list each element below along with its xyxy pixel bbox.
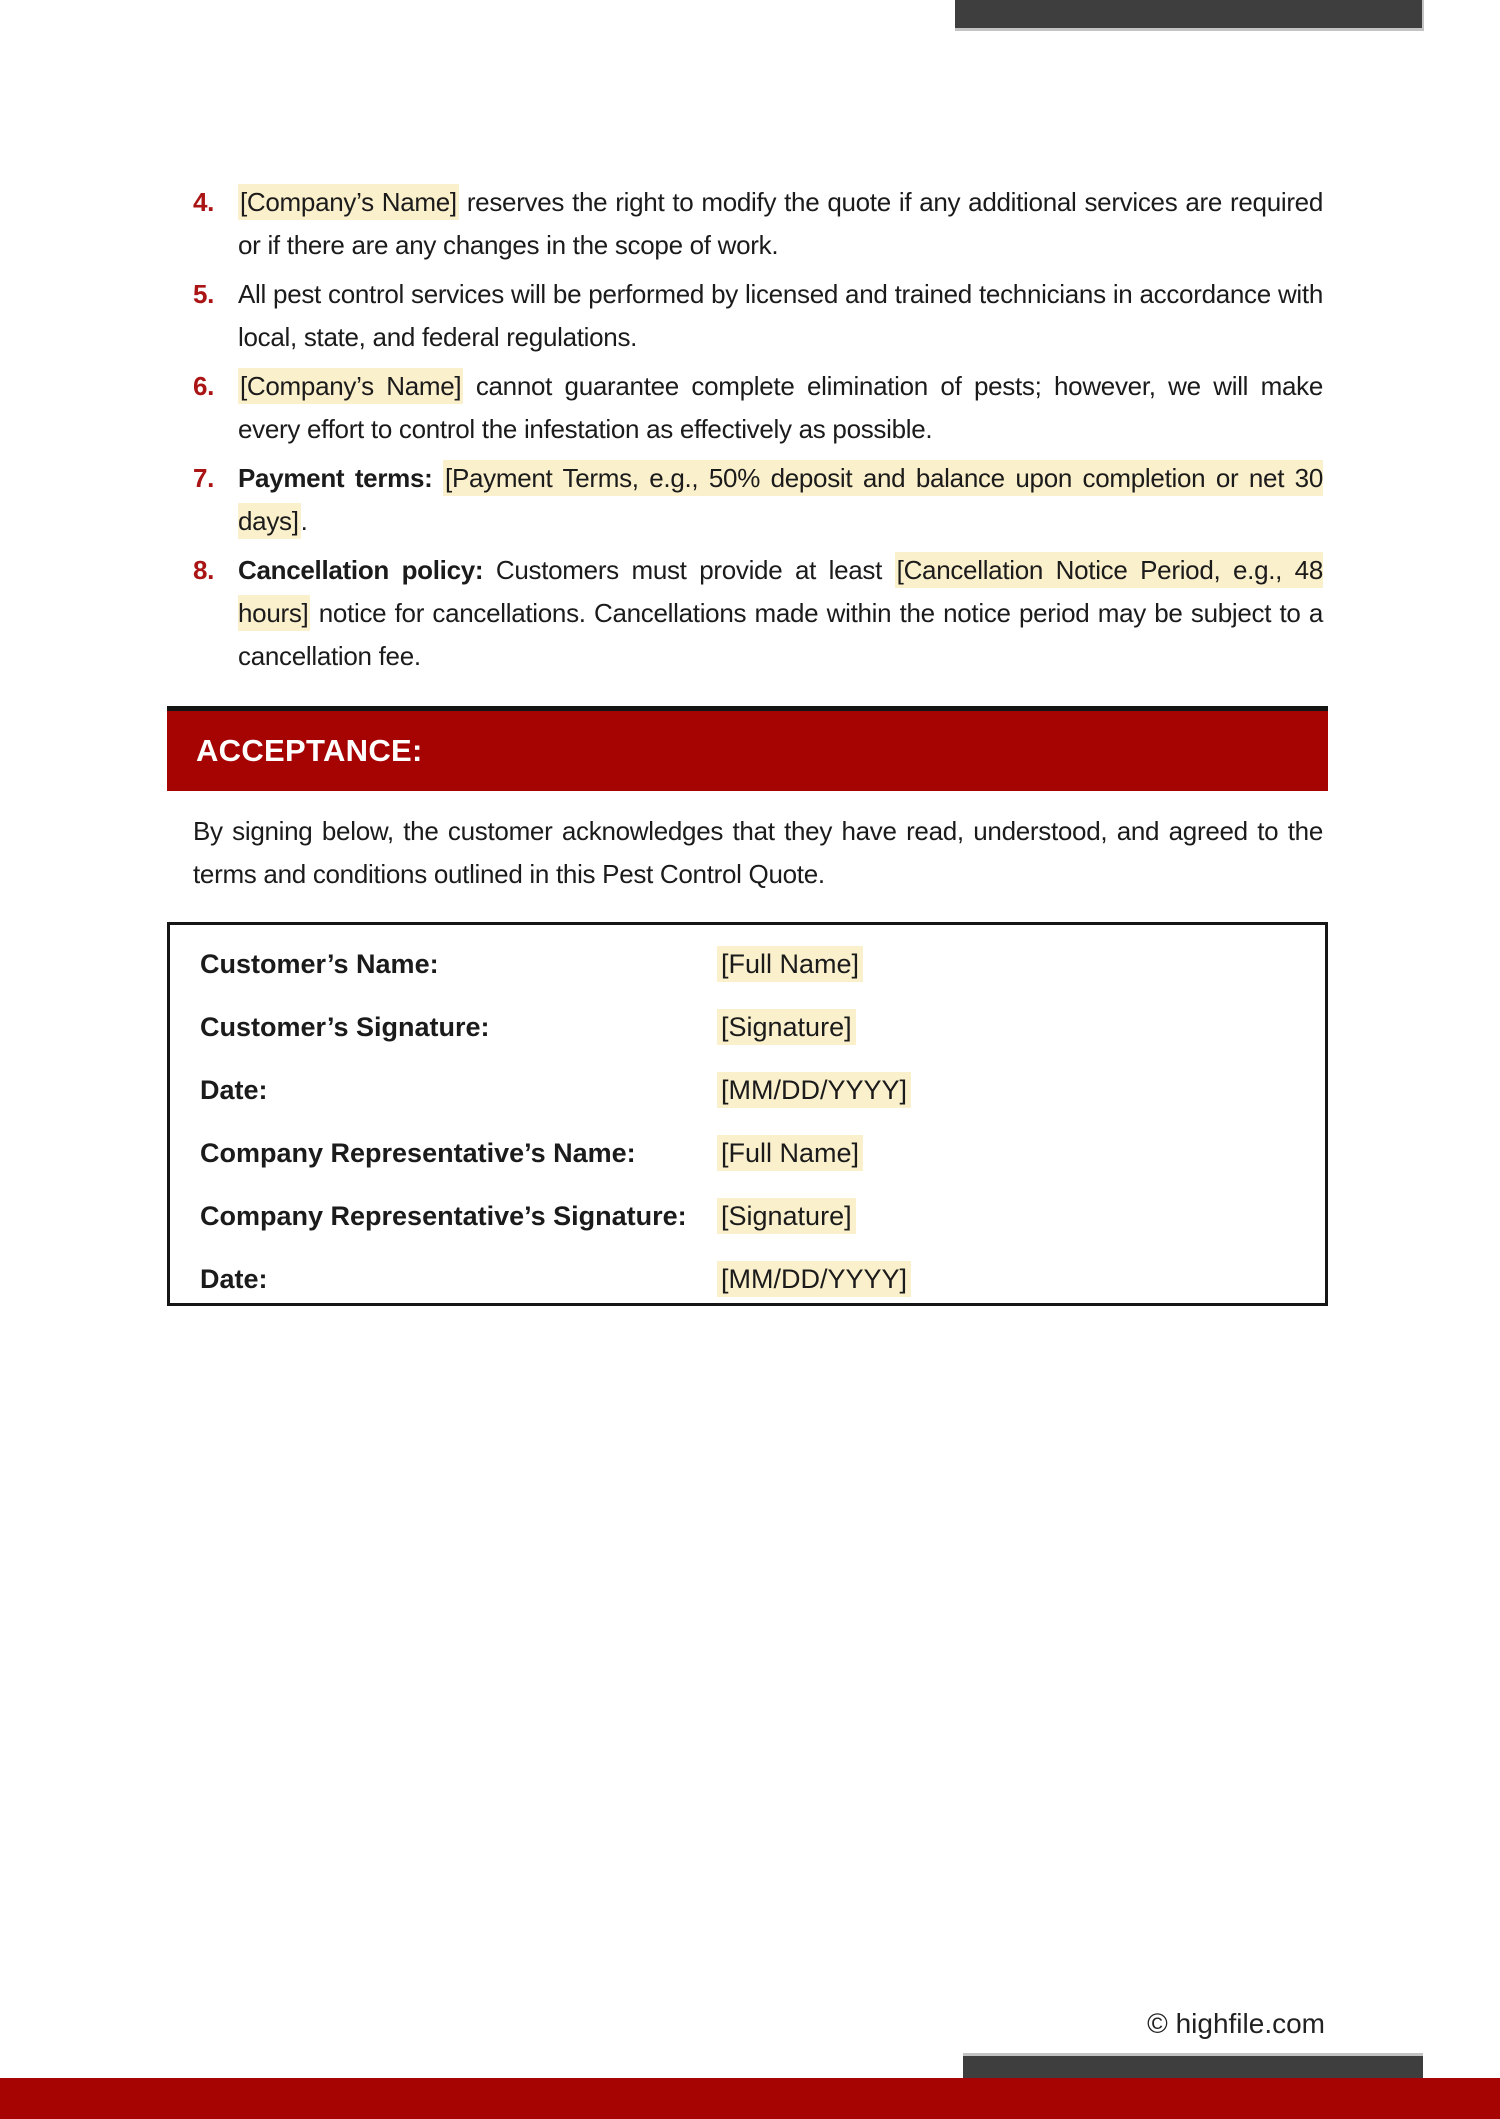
signature-row-label: Company Representative’s Signature:: [200, 1201, 687, 1231]
placeholder-field: [Full Name]: [717, 1135, 863, 1171]
signature-table-row: [200, 1199, 1325, 1262]
signature-row-value: [717, 1199, 1325, 1233]
term-number: 4.: [193, 187, 215, 217]
term-text: cannot guarantee complete elimination of pests; however, we will make every effort to control the infestation as effectively as possible.: [238, 371, 1323, 444]
term-number: 8.: [193, 555, 215, 585]
term-item-8: [193, 549, 1323, 678]
bottom-right-decoration-bar: [963, 2053, 1423, 2078]
term-text: notice for cancellations. Cancellations made within the notice period may be subject to a cancellation fee.: [238, 598, 1323, 671]
terms-list: [193, 181, 1323, 684]
signature-table-row: [200, 1262, 1325, 1325]
term-number: 6.: [193, 371, 215, 401]
footer-credit: © highfile.com: [1147, 2008, 1325, 2039]
placeholder-field: [Signature]: [717, 1009, 856, 1045]
term-text: Customers must provide at least: [495, 555, 895, 585]
term-item-6: [193, 365, 1323, 451]
placeholder-field: [Cancellation Notice Period, e.g., 48 hours]: [238, 552, 1323, 631]
term-text: Payment terms:: [238, 463, 444, 493]
term-item-7: [193, 457, 1323, 543]
signature-table-row: [200, 1073, 1325, 1136]
acceptance-section-header: [167, 706, 1328, 791]
signature-table-row: [200, 1010, 1325, 1073]
signature-row-label: Date:: [200, 1075, 268, 1105]
placeholder-field: [Company’s Name]: [238, 368, 463, 404]
signature-table: [167, 922, 1328, 1306]
placeholder-field: [Payment Terms, e.g., 50% deposit and balance upon completion or net 30 days]: [238, 460, 1323, 539]
signature-row-value: [717, 1262, 1325, 1296]
signature-table-row: [200, 947, 1325, 1010]
term-item-4: [193, 181, 1323, 267]
signature-row-value: [717, 1073, 1325, 1107]
placeholder-field: [MM/DD/YYYY]: [717, 1072, 911, 1108]
term-text: reserves the right to modify the quote if any additional services are required or if there are any changes in the scope of work.: [238, 187, 1324, 260]
placeholder-field: [Signature]: [717, 1198, 856, 1234]
signature-row-label: Date:: [200, 1264, 268, 1294]
acceptance-heading: ACCEPTANCE:: [196, 733, 423, 768]
bottom-red-strip: [0, 2078, 1500, 2119]
signature-row-label: Customer’s Signature:: [200, 1012, 490, 1042]
signature-row-label: Company Representative’s Name:: [200, 1138, 636, 1168]
acknowledgement-paragraph: By signing below, the customer acknowledges that they have read, understood, and agreed to the terms and conditions outlined in this Pest Control Quote.: [193, 816, 1323, 889]
signature-row-value: [717, 1010, 1325, 1044]
term-number: 5.: [193, 279, 215, 309]
placeholder-field: [Company’s Name]: [238, 184, 459, 220]
signature-table-row: [200, 1136, 1325, 1199]
term-text: .: [300, 506, 308, 536]
term-item-5: [193, 273, 1323, 359]
term-text: All pest control services will be performed by licensed and trained technicians in accordance with local, state, and federal regulations.: [238, 279, 1323, 352]
term-text: Cancellation policy:: [238, 555, 496, 585]
signature-row-label: Customer’s Name:: [200, 949, 439, 979]
term-number: 7.: [193, 463, 215, 493]
signature-row-value: [717, 1136, 1325, 1170]
signature-row-value: [717, 947, 1325, 981]
placeholder-field: [Full Name]: [717, 946, 863, 982]
top-right-decoration-bar: [955, 0, 1424, 31]
placeholder-field: [MM/DD/YYYY]: [717, 1261, 911, 1297]
